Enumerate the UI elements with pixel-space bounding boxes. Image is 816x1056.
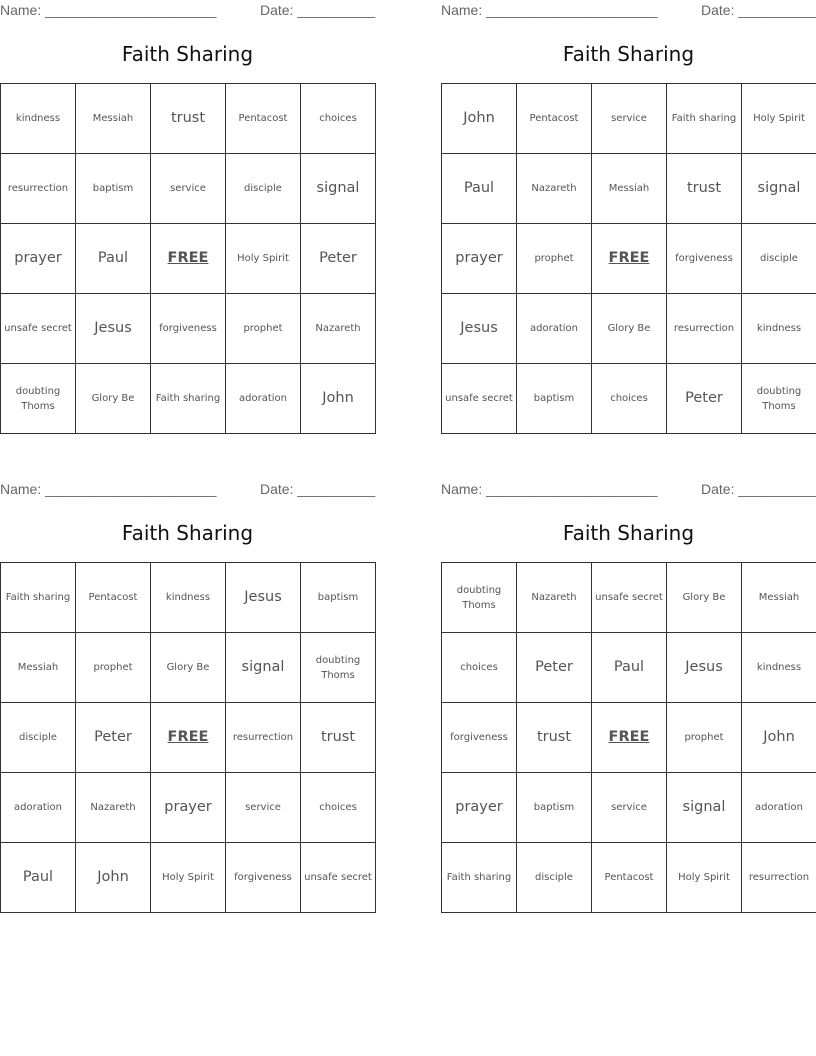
bingo-cell: disciple [1,703,76,773]
bingo-cell: John [442,84,517,154]
bingo-cell: signal [226,633,301,703]
date-field-label: Date: __________ [260,481,376,497]
bingo-cell: Holy Spirit [667,843,742,913]
bingo-cell: Faith sharing [151,364,226,434]
bingo-cell: kindness [1,84,76,154]
bingo-cell: Jesus [226,563,301,633]
bingo-cell: Holy Spirit [226,224,301,294]
bingo-cell: forgiveness [151,294,226,364]
name-date-line [0,481,390,499]
bingo-cell: unsafe secret [592,563,667,633]
date-field-label: Date: __________ [701,481,816,497]
bingo-grid [0,562,376,913]
grid-row [442,84,816,154]
name-field-label: Name: ______________________ [441,2,658,18]
bingo-cell: Paul [442,154,517,224]
bingo-cell: baptism [76,154,151,224]
bingo-cell: Messiah [76,84,151,154]
bingo-cell: adoration [226,364,301,434]
bingo-cell: prophet [226,294,301,364]
bingo-grid [441,83,816,434]
bingo-cell: prayer [151,773,226,843]
bingo-cell: prayer [442,773,517,843]
free-space-cell: FREE [151,703,226,773]
bingo-cell: unsafe secret [1,294,76,364]
bingo-cell: trust [517,703,592,773]
grid-row [442,843,816,913]
bingo-cell: signal [742,154,816,224]
bingo-cell: Glory Be [667,563,742,633]
bingo-cell: baptism [517,364,592,434]
bingo-cell: John [76,843,151,913]
grid-row [1,703,376,773]
grid-row [442,633,816,703]
bingo-cell: John [742,703,816,773]
bingo-cell: Jesus [667,633,742,703]
bingo-cell: doubting Thoms [301,633,376,703]
bingo-cell: prophet [667,703,742,773]
bingo-cell: adoration [742,773,816,843]
bingo-cell: adoration [1,773,76,843]
bingo-cell: unsafe secret [442,364,517,434]
bingo-cell: Pentacost [592,843,667,913]
date-field-label: Date: __________ [260,2,376,18]
bingo-cell: choices [442,633,517,703]
bingo-cell: Peter [517,633,592,703]
bingo-cell: resurrection [667,294,742,364]
bingo-cell: Messiah [742,563,816,633]
grid-row [1,633,376,703]
name-date-line [441,2,816,20]
bingo-cell: resurrection [1,154,76,224]
grid-row [1,154,376,224]
free-space-cell: FREE [151,224,226,294]
bingo-cell: kindness [742,294,816,364]
bingo-cell: Glory Be [76,364,151,434]
bingo-cell: choices [301,84,376,154]
bingo-cell: disciple [226,154,301,224]
grid-row [442,154,816,224]
bingo-cell: service [226,773,301,843]
card-title: Faith Sharing [562,521,695,545]
name-field-label: Name: ______________________ [0,481,217,497]
bingo-cell: trust [301,703,376,773]
bingo-cell: Peter [301,224,376,294]
bingo-cell: adoration [517,294,592,364]
bingo-cell: baptism [517,773,592,843]
bingo-cell: Jesus [76,294,151,364]
grid-row [442,364,816,434]
bingo-cell: Pentacost [76,563,151,633]
name-date-line [441,481,816,499]
card-title: Faith Sharing [121,42,254,66]
free-space-cell: FREE [592,224,667,294]
name-date-line [0,2,390,20]
bingo-cell: baptism [301,563,376,633]
bingo-cell: Paul [592,633,667,703]
bingo-cell: forgiveness [667,224,742,294]
bingo-cell: Holy Spirit [151,843,226,913]
bingo-cell: signal [667,773,742,843]
bingo-cell: service [592,84,667,154]
grid-row [1,84,376,154]
card-title: Faith Sharing [562,42,695,66]
bingo-cell: doubting Thoms [442,563,517,633]
bingo-cell: resurrection [742,843,816,913]
bingo-cell: trust [151,84,226,154]
grid-row [442,563,816,633]
bingo-cell: Pentacost [517,84,592,154]
bingo-cell: Nazareth [76,773,151,843]
bingo-cell: John [301,364,376,434]
bingo-cell: forgiveness [226,843,301,913]
name-field-label: Name: ______________________ [441,481,658,497]
name-field-label: Name: ______________________ [0,2,217,18]
bingo-cell: Paul [1,843,76,913]
bingo-cell: service [592,773,667,843]
bingo-grid [0,83,376,434]
bingo-cell: prophet [517,224,592,294]
bingo-cell: service [151,154,226,224]
bingo-cell: unsafe secret [301,843,376,913]
bingo-cell: Messiah [592,154,667,224]
bingo-cell: Peter [667,364,742,434]
bingo-cell: disciple [742,224,816,294]
bingo-cell: Jesus [442,294,517,364]
bingo-cell: prayer [1,224,76,294]
grid-row [442,703,816,773]
bingo-cell: Faith sharing [1,563,76,633]
grid-row [1,224,376,294]
grid-row [1,294,376,364]
bingo-cell: trust [667,154,742,224]
free-space-cell: FREE [592,703,667,773]
bingo-cell: Faith sharing [667,84,742,154]
bingo-cell: Pentacost [226,84,301,154]
grid-row [442,294,816,364]
bingo-cell: Nazareth [301,294,376,364]
bingo-grid [441,562,816,913]
bingo-cell: choices [592,364,667,434]
bingo-cell: kindness [151,563,226,633]
bingo-cell: Nazareth [517,563,592,633]
bingo-cell: resurrection [226,703,301,773]
grid-row [1,563,376,633]
bingo-cell: Messiah [1,633,76,703]
card-title: Faith Sharing [121,521,254,545]
bingo-cell: prophet [76,633,151,703]
bingo-cell: Faith sharing [442,843,517,913]
bingo-cell: Paul [76,224,151,294]
bingo-cell: doubting Thoms [1,364,76,434]
bingo-cell: Nazareth [517,154,592,224]
grid-row [1,773,376,843]
bingo-cell: disciple [517,843,592,913]
bingo-cell: prayer [442,224,517,294]
bingo-cell: Glory Be [592,294,667,364]
bingo-cell: choices [301,773,376,843]
grid-row [1,843,376,913]
bingo-cell: forgiveness [442,703,517,773]
grid-row [1,364,376,434]
bingo-cell: Glory Be [151,633,226,703]
bingo-cell: doubting Thoms [742,364,816,434]
date-field-label: Date: __________ [701,2,816,18]
bingo-cell: signal [301,154,376,224]
bingo-cell: kindness [742,633,816,703]
grid-row [442,773,816,843]
bingo-cell: Peter [76,703,151,773]
bingo-cell: Holy Spirit [742,84,816,154]
grid-row [442,224,816,294]
